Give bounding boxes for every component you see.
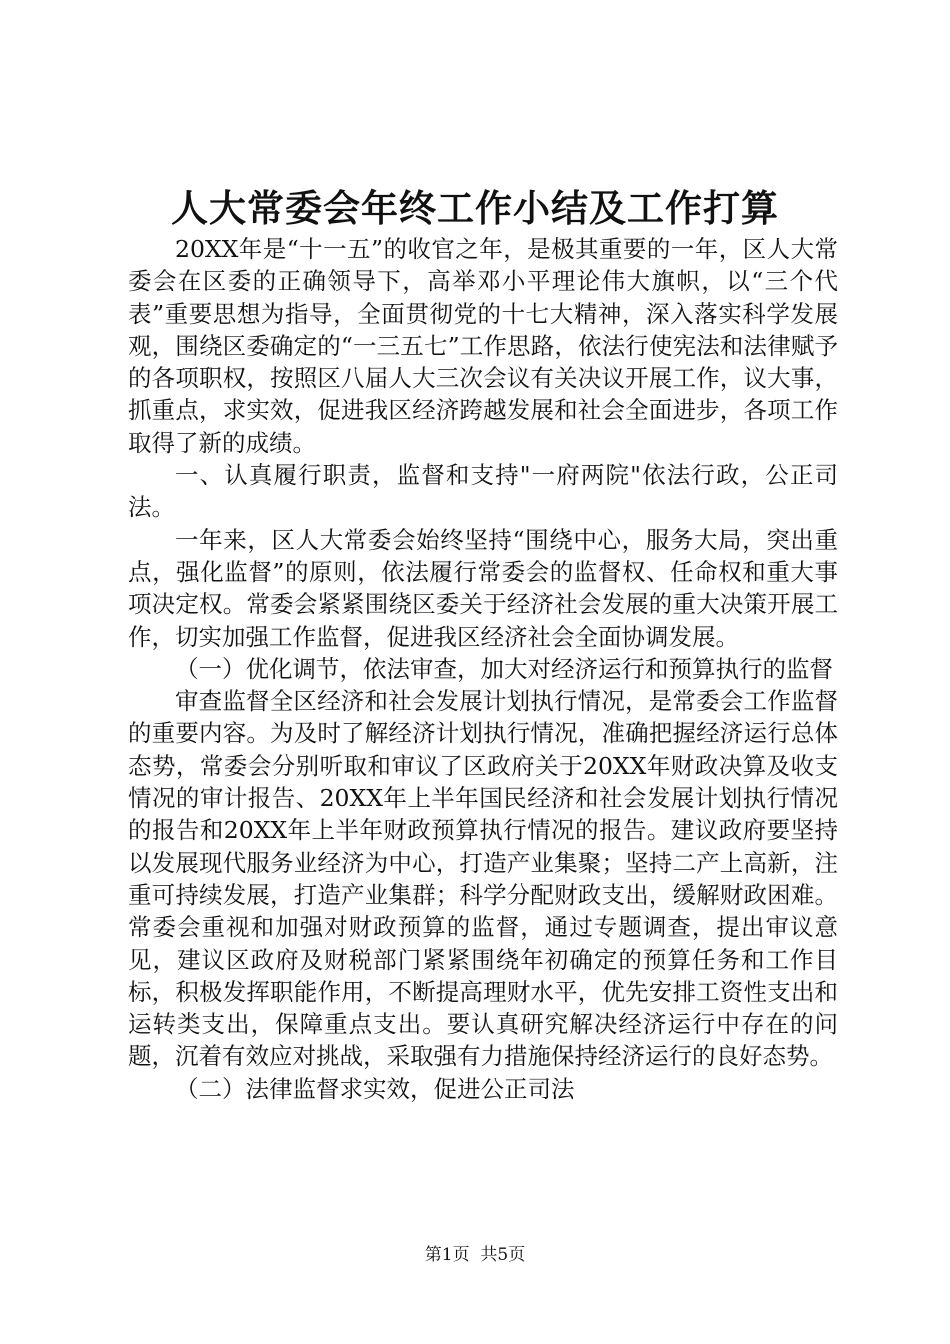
- heading-subsection-one: （一）优化调节，依法审查，加大对经济运行和预算执行的监督: [175, 654, 833, 683]
- document-title: 人大常委会年终工作小结及工作打算: [171, 186, 779, 230]
- page-footer: [0, 1243, 950, 1267]
- paragraph-intro: 20XX年是“十一五”的收官之年，是极其重要的一年，区人大常委会在区委的正确领导下，高举邓小平理论伟大旗帜，以“三个代表”重要思想为指导，全面贯彻党的十七大精神，深入落实科学发展观，围绕区委确定的“一三五七”工作思路，依法行使宪法和法律赋予的各项职权，按照区八届人大三次会议有关决议开展工作，议大事，抓重点，求实效，促进我区经济跨越发展和社会全面进步，各项工作取得了新的成绩。: [128, 235, 838, 457]
- paragraph-section-one: 一年来，区人大常委会始终坚持“围绕中心，服务大局，突出重点，强化监督”的原则，依法履行常委会的监督权、任命权和重大事项决定权。常委会紧紧围绕区委关于经济社会发展的重大决策开展工作，切实加强工作监督，促进我区经济社会全面协调发展。: [128, 525, 838, 651]
- heading-section-one: 一、认真履行职责，监督和支持"一府两院"依法行政，公正司法。: [128, 461, 838, 522]
- page-total: 共5页: [480, 1245, 526, 1265]
- document-body: [128, 233, 838, 1105]
- heading-subsection-two: （二）法律监督求实效，促进公正司法: [175, 1074, 575, 1103]
- paragraph-subsection-one: 审查监督全区经济和社会发展计划执行情况，是常委会工作监督的重要内容。为及时了解经济计划执行情况，准确把握经济运行总体态势，常委会分别听取和审议了区政府关于20XX年财政决算及收支情况的审计报告、20XX年上半年国民经济和社会发展计划执行情况的报告和20XX年上半年财政预算执行情况的报告。建议政府要坚持以发展现代服务业经济为中心，打造产业集聚；坚持二产上高新，注重可持续发展，打造产业集群；科学分配财政支出，缓解财政困难。常委会重视和加强对财政预算的监督，通过专题调查，提出审议意见，建议区政府及财税部门紧紧围绕年初确定的预算任务和工作目标，积极发挥职能作用，不断提高理财水平，优先安排工资性支出和运转类支出，保障重点支出。要认真研究解决经济运行中存在的问题，沉着有效应对挑战，采取强有力措施保持经济运行的良好态势。: [128, 687, 838, 1071]
- page-number: 第1页: [424, 1245, 470, 1265]
